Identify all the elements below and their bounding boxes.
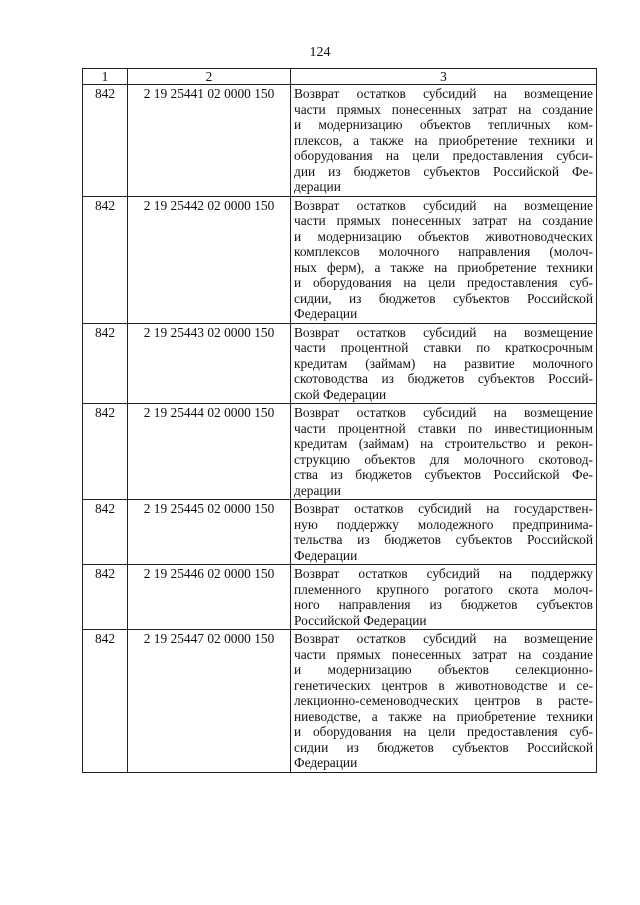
description-line: части процентной ставки по краткосрочным <box>294 340 593 355</box>
column-header-2: 2 <box>128 69 291 85</box>
description-line: части процентной ставки по инвестиционным <box>294 420 593 436</box>
description-line: комплексов молочного направления (молоч- <box>294 244 593 259</box>
admin-code-cell: 842 <box>83 500 128 565</box>
description-cell <box>291 404 597 500</box>
column-header-1: 1 <box>83 69 128 85</box>
description-line: и оборудования на цели предоставления суб- <box>294 724 593 739</box>
description-line: и модернизацию объектов тепличных ком- <box>294 117 593 132</box>
table-header-row <box>83 69 597 85</box>
description-line: скотоводства из бюджетов субъектов Россий- <box>294 371 593 386</box>
description-line: ниеводстве, а также на приобретение техники <box>294 708 593 724</box>
admin-code-cell: 842 <box>83 85 128 197</box>
description-line: и оборудования на цели предоставления суб- <box>294 275 593 290</box>
description-line: части прямых понесенных затрат на создание <box>294 101 593 117</box>
description-line: дерации <box>294 179 341 194</box>
budget-classification-code-cell: 2 19 25447 02 0000 150 <box>128 630 291 773</box>
description-line: дии из бюджетов субъектов Российской Фе- <box>294 163 593 179</box>
description-line: плексов, а также на приобретение техники и <box>294 132 593 148</box>
description-line: Возврат остатков субсидий на возмещение <box>294 631 593 646</box>
budget-classification-code-cell: 2 19 25445 02 0000 150 <box>128 500 291 565</box>
admin-code-cell: 842 <box>83 404 128 500</box>
description-line: струкцию объектов для молочного скотовод- <box>294 451 593 467</box>
description-line: сидии из бюджетов субъектов Российской <box>294 739 593 755</box>
description-line: дерации <box>294 482 341 498</box>
description-line: кредитам (займам) на строительство и рекон- <box>294 436 593 451</box>
description-line: ного направления из бюджетов субъектов <box>294 597 593 612</box>
description-line: Возврат остатков субсидий на поддержку <box>294 566 593 581</box>
description-line: Возврат остатков субсидий на возмещение <box>294 197 593 213</box>
description-line: и модернизацию объектов животноводческих <box>294 228 593 244</box>
description-line: Возврат остатков субсидий на возмещение <box>294 324 593 340</box>
description-line: Российской Федерации <box>294 612 427 628</box>
budget-codes-table <box>82 68 597 773</box>
description-line: ную поддержку молодежного предпринима- <box>294 516 593 532</box>
description-line: Федерации <box>294 755 358 770</box>
page-number: 124 <box>309 45 331 60</box>
description-line: генетических центров в животноводстве и се- <box>294 677 593 693</box>
admin-code-cell: 842 <box>83 196 128 323</box>
table-row <box>83 565 597 630</box>
description-line: Возврат остатков субсидий на возмещение <box>294 86 593 101</box>
admin-code-cell: 842 <box>83 565 128 630</box>
description-line: кредитам (займам) на развитие молочного <box>294 355 593 371</box>
table-row <box>83 404 597 500</box>
description-cell <box>291 85 597 197</box>
description-line: и модернизацию объектов селекционно- <box>294 662 593 677</box>
description-cell <box>291 500 597 565</box>
description-cell <box>291 323 597 404</box>
column-header-3: 3 <box>291 69 597 85</box>
table-row <box>83 323 597 404</box>
description-cell <box>291 565 597 630</box>
budget-classification-code-cell: 2 19 25446 02 0000 150 <box>128 565 291 630</box>
description-line: тельства из бюджетов субъектов Российской <box>294 532 593 547</box>
budget-classification-code-cell: 2 19 25444 02 0000 150 <box>128 404 291 500</box>
table-row <box>83 630 597 773</box>
table-row <box>83 196 597 323</box>
description-cell <box>291 630 597 773</box>
description-line: оборудования на цели предоставления субси- <box>294 148 593 163</box>
description-line: Федерации <box>294 547 358 563</box>
description-line: ных ферм), а также на приобретение техники <box>294 259 593 275</box>
description-line: ства из бюджетов субъектов Российской Фе- <box>294 467 593 482</box>
description-line: Федерации <box>294 306 358 321</box>
admin-code-cell: 842 <box>83 630 128 773</box>
description-line: Возврат остатков субсидий на государствен- <box>294 501 593 516</box>
budget-classification-code-cell: 2 19 25443 02 0000 150 <box>128 323 291 404</box>
table-row <box>83 85 597 197</box>
description-line: части прямых понесенных затрат на создание <box>294 646 593 662</box>
budget-classification-code-cell: 2 19 25442 02 0000 150 <box>128 196 291 323</box>
description-line: части прямых понесенных затрат на создание <box>294 213 593 228</box>
description-cell <box>291 196 597 323</box>
description-line: ской Федерации <box>294 386 387 402</box>
budget-classification-code-cell: 2 19 25441 02 0000 150 <box>128 85 291 197</box>
description-line: племенного крупного рогатого скота молоч- <box>294 581 593 597</box>
table-row <box>83 500 597 565</box>
admin-code-cell: 842 <box>83 323 128 404</box>
description-line: Возврат остатков субсидий на возмещение <box>294 405 593 420</box>
description-line: сидии, из бюджетов субъектов Российской <box>294 290 593 306</box>
description-line: лекционно-семеноводческих центров в расте- <box>294 693 593 708</box>
